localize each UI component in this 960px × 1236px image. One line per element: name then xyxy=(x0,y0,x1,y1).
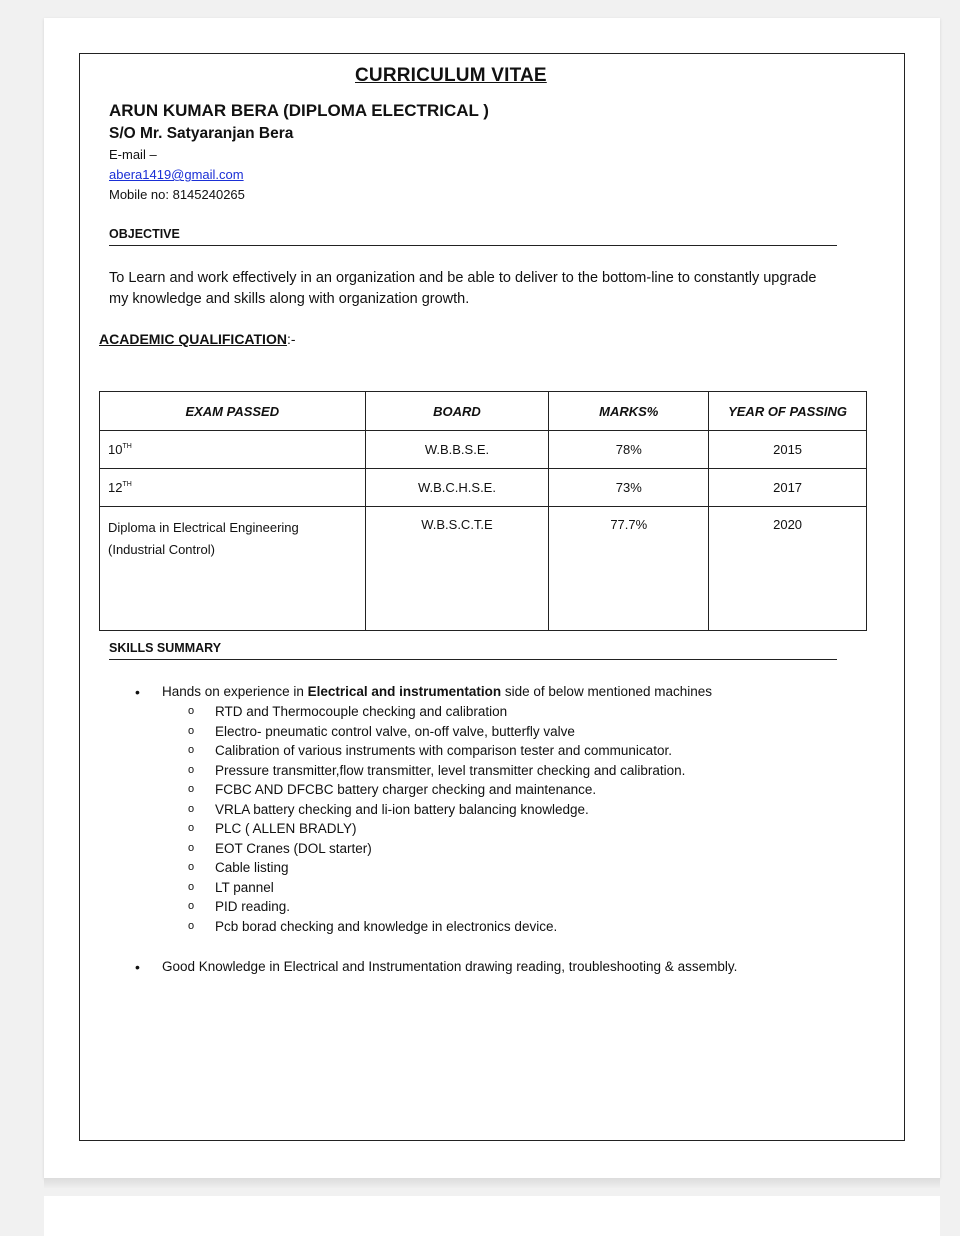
academic-heading-suffix: :- xyxy=(286,331,296,347)
column-header: EXAM PASSED xyxy=(100,392,366,431)
bullet-text-post: side of below mentioned machines xyxy=(501,684,713,699)
skill-item: VRLA battery checking and li-ion battery balancing knowledge. xyxy=(215,801,589,817)
circle-bullet-icon: o xyxy=(188,861,195,873)
circle-bullet-icon: o xyxy=(188,822,195,834)
circle-bullet-icon: o xyxy=(188,841,195,854)
next-page xyxy=(44,1196,940,1236)
bullet-text xyxy=(162,682,712,702)
bullet-text-pre: Hands on experience in xyxy=(162,684,308,699)
father-name: S/O Mr. Satyaranjan Bera xyxy=(109,125,294,142)
circle-bullet-icon: o xyxy=(188,880,195,893)
year-cell: 2020 xyxy=(709,507,867,631)
skill-item: Pcb borad checking and knowledge in electronics device. xyxy=(215,918,558,934)
list-item xyxy=(135,917,875,937)
exam-cell xyxy=(100,507,366,631)
skill-item: Pressure transmitter,flow transmitter, level transmitter checking and calibration. xyxy=(215,762,686,778)
year-cell: 2017 xyxy=(709,469,867,507)
board-cell: W.B.S.C.T.E xyxy=(365,507,549,631)
exam-name: 10 xyxy=(108,442,123,457)
bullet-text-bold: Electrical and instrumentation xyxy=(307,684,502,699)
skills-list xyxy=(135,682,875,936)
circle-bullet-icon: o xyxy=(188,802,195,815)
circle-bullet-icon: o xyxy=(188,900,195,912)
exam-superscript: TH xyxy=(122,443,132,450)
table-row xyxy=(100,507,867,631)
circle-bullet-icon: o xyxy=(188,724,195,737)
skill-item: Calibration of various instruments with comparison tester and communicator. xyxy=(215,743,672,758)
skill-item: PLC ( ALLEN BRADLY) xyxy=(215,821,357,836)
marks-cell: 78% xyxy=(549,431,709,469)
table-row xyxy=(100,469,867,507)
bullet-text: Good Knowledge in Electrical and Instrumentation drawing reading, troubleshooting & assembly. xyxy=(162,959,738,974)
list-item xyxy=(135,722,875,742)
circle-bullet-icon: o xyxy=(188,919,195,932)
list-item xyxy=(135,957,875,977)
email-link[interactable]: abera1419@gmail.com xyxy=(109,167,244,182)
page-separator xyxy=(44,1178,940,1188)
skill-item: EOT Cranes (DOL starter) xyxy=(215,840,372,856)
list-item xyxy=(135,780,875,800)
skill-item: FCBC AND DFCBC battery charger checking and maintenance. xyxy=(215,782,597,797)
list-item xyxy=(135,858,875,878)
list-item xyxy=(135,839,875,859)
skill-item: PID reading. xyxy=(215,899,291,914)
exam-cell xyxy=(100,469,366,507)
skill-item: Cable listing xyxy=(215,860,289,875)
document-title: CURRICULUM VITAE xyxy=(355,65,547,86)
year-cell: 2015 xyxy=(709,431,867,469)
exam-name-line2: (Industrial Control) xyxy=(108,542,215,557)
academic-heading xyxy=(99,331,296,347)
skill-item: Electro- pneumatic control valve, on-off valve, butterfly valve xyxy=(215,723,575,739)
skills-heading: SKILLS SUMMARY xyxy=(109,641,222,655)
skill-item: LT pannel xyxy=(215,879,274,895)
marks-cell: 73% xyxy=(549,469,709,507)
email-label: E-mail – xyxy=(109,147,157,162)
bullet-icon: • xyxy=(135,959,140,975)
circle-bullet-icon: o xyxy=(188,744,195,756)
list-item xyxy=(135,897,875,917)
list-item xyxy=(135,800,875,820)
skill-item: RTD and Thermocouple checking and calibration xyxy=(215,704,508,719)
sub-list xyxy=(135,702,875,936)
objective-heading: OBJECTIVE xyxy=(109,227,180,241)
candidate-name: ARUN KUMAR BERA (DIPLOMA ELECTRICAL ) xyxy=(109,101,489,120)
list-item xyxy=(135,819,875,839)
mobile-number: Mobile no: 8145240265 xyxy=(109,187,245,202)
circle-bullet-icon: o xyxy=(188,783,195,795)
table-row xyxy=(100,431,867,469)
circle-bullet-icon: o xyxy=(188,705,195,717)
exam-name: Diploma in Electrical Engineering xyxy=(108,520,299,535)
list-item xyxy=(135,741,875,761)
list-item xyxy=(135,761,875,781)
bullet-row xyxy=(135,957,875,977)
exam-superscript: TH xyxy=(122,481,132,488)
academic-table xyxy=(99,391,867,631)
board-cell: W.B.B.S.E. xyxy=(365,431,549,469)
table-header-row xyxy=(100,392,867,431)
skills-rule xyxy=(109,659,837,660)
exam-name: 12 xyxy=(108,480,123,495)
list-item xyxy=(135,682,875,702)
column-header: YEAR OF PASSING xyxy=(709,392,867,431)
academic-heading-text: ACADEMIC QUALIFICATION xyxy=(99,331,287,347)
column-header: BOARD xyxy=(365,392,549,431)
objective-text: To Learn and work effectively in an organization and be able to deliver to the bottom-line to constantly upgrade my knowledge and skills along with organization growth. xyxy=(109,270,817,307)
marks-cell: 77.7% xyxy=(549,507,709,631)
circle-bullet-icon: o xyxy=(188,763,195,776)
objective-rule xyxy=(109,245,837,246)
list-item xyxy=(135,878,875,898)
column-header: MARKS% xyxy=(549,392,709,431)
list-item xyxy=(135,702,875,722)
board-cell: W.B.C.H.S.E. xyxy=(365,469,549,507)
exam-cell xyxy=(100,431,366,469)
bullet-icon: • xyxy=(135,684,140,700)
